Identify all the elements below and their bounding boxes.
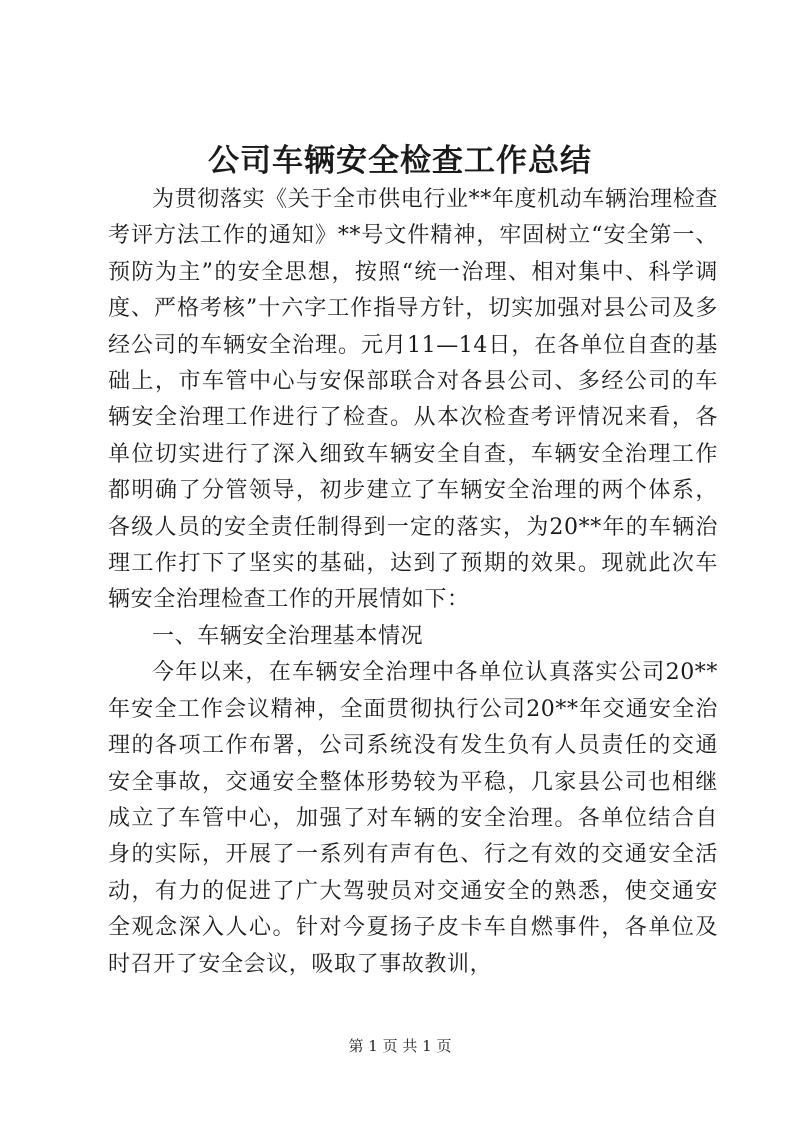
paragraph-section-1: 今年以来，在车辆安全治理中各单位认真落实公司20**年安全工作会议精神，全面贯彻执行公司20**年交通安全治理的各项工作布署，公司系统没有发生负有人员责任的交通安全事故，交通安全整体形势较为平稳，几家县公司也相继成立了车管中心，加强了对车辆的安全治理。各单位结合自身的实际，开展了一系列有声有色、行之有效的交通安全活动，有力的促进了广大驾驶员对交通安全的熟悉，使交通安全观念深入人心。针对今夏扬子皮卡车自燃事件，各单位及时召开了安全会议，吸取了事故教训， <box>108 660 718 977</box>
section-heading-1: 一、车辆安全治理基本情况 <box>152 623 424 649</box>
document-title: 公司车辆安全检查工作总结 <box>208 143 592 179</box>
paragraph-intro: 为贯彻落实《关于全市供电行业**年度机动车辆治理检查考评方法工作的通知》**号文件精神，牢固树立“安全第一、预防为主”的安全思想，按照“统一治理、相对集中、科学调度、严格考核”十六字工作指导方针，切实加强对县公司及多经公司的车辆安全治理。元月11—14日，在各单位自查的基础上，市车管中心与安保部联合对各县公司、多经公司的车辆安全治理工作进行了检查。从本次检查考评情况来看，各单位切实进行了深入细致车辆安全自查，车辆安全治理工作都明确了分管领导，初步建立了车辆安全治理的两个体系，各级人员的安全责任制得到一定的落实，为20**年的车辆治理工作打下了坚实的基础，达到了预期的效果。现就此次车辆安全治理检查工作的开展情如下： <box>108 187 718 613</box>
document-body <box>108 182 718 983</box>
page-footer: 第 1 页 共 1 页 <box>348 1037 452 1055</box>
